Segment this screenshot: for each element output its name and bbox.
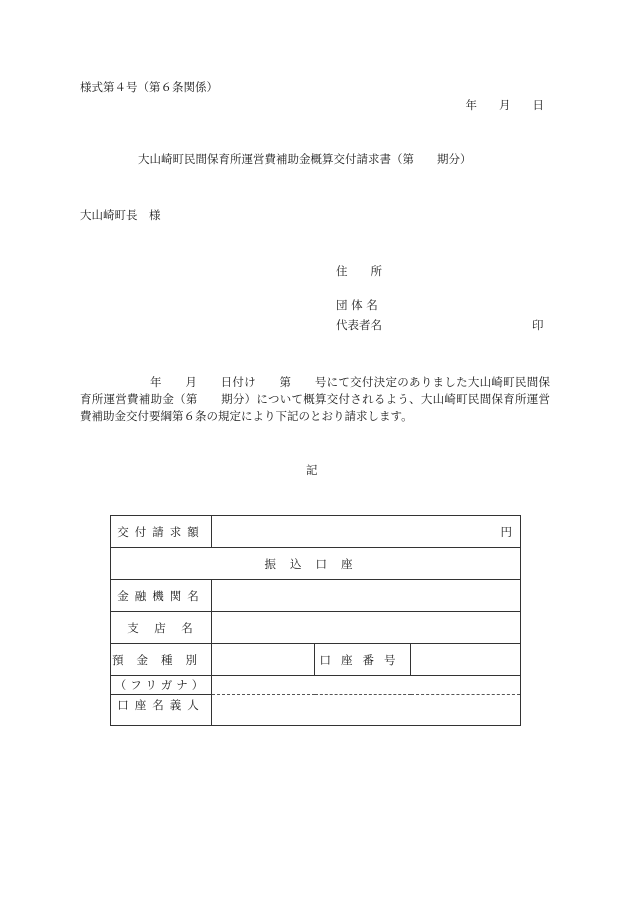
bank-section-header: 振込口座 (111, 548, 521, 580)
document-title: 大山崎町民間保育所運営費補助金概算交付請求書（第 期分） (138, 152, 472, 166)
furigana-row (111, 676, 521, 695)
deposit-type-label: 預金種別 (111, 644, 212, 676)
deposit-type-field[interactable] (212, 644, 315, 676)
request-form-table (110, 515, 521, 726)
seal-mark: 印 (532, 318, 544, 332)
date-day: 日 (532, 98, 544, 112)
ki-heading: 記 (306, 463, 318, 477)
date-month: 月 (499, 98, 511, 112)
furigana-field[interactable] (212, 676, 521, 695)
account-holder-field[interactable] (212, 695, 521, 726)
bank-name-field[interactable] (212, 580, 521, 612)
amount-label: 交付請求額 (111, 516, 212, 548)
account-holder-label: 口座名義人 (111, 695, 212, 726)
bank-name-row (111, 580, 521, 612)
branch-field[interactable] (212, 612, 521, 644)
account-holder-row (111, 695, 521, 726)
amount-field[interactable] (212, 516, 521, 548)
branch-row (111, 612, 521, 644)
yen-unit: 円 (500, 524, 513, 539)
date-year: 年 (465, 98, 477, 112)
addressee: 大山崎町長 様 (80, 208, 161, 222)
account-number-field[interactable] (411, 644, 521, 676)
organization-label: 団 体 名 (336, 298, 378, 312)
request-body-text: 年 月 日付け 第 号にて交付決定のありました大山崎町民間保育所運営費補助金（第 期分）について概算交付されるよう、大山崎町民間保育所運営費補助金交付要綱第６条の規定により下記のとおり請求します。 (80, 375, 550, 423)
branch-label: 支 店 名 (111, 612, 212, 644)
bank-section-row (111, 548, 521, 580)
amount-row (111, 516, 521, 548)
account-number-label: 口座番号 (315, 644, 411, 676)
form-number: 様式第４号（第６条関係） (80, 80, 218, 94)
address-label: 住 所 (336, 264, 382, 278)
bank-name-label: 金融機関名 (111, 580, 212, 612)
deposit-row (111, 644, 521, 676)
representative-label: 代表者名 (336, 318, 382, 332)
date-line (466, 100, 545, 112)
furigana-label: （フリガナ） (111, 676, 212, 695)
